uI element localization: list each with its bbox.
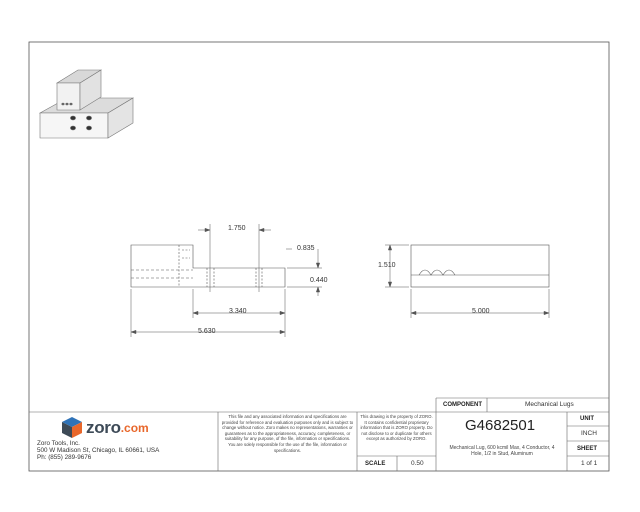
scale-label: SCALE [365,461,386,467]
dimension-1750: 1.750 [228,225,246,232]
dimension-5000: 5.000 [472,308,490,315]
disclaimer-text: This file and any associated information and specifications are provided for reference and evaluation purposes only and is subject to change without notice. Zoro makes no representations, warranties or guarantees as to the appropriateness, accuracy, completeness, or suitability for any purpose, of the file, information or specifications. You are solely responsible for the use of the file, information or specifications. [221,414,354,453]
dimension-1510: 1.510 [378,262,396,269]
part-number: G4682501 [465,417,536,434]
side-view-dimensions [385,245,549,318]
dimension-0835: 0.835 [297,245,315,252]
logo-suffix: .com [120,421,149,435]
component-label: COMPONENT [443,402,482,408]
dimension-3340: 3.340 [229,308,247,315]
zoro-logo[interactable] [86,418,149,438]
sheet-label: SHEET [577,446,598,452]
scale-value: 0.50 [411,460,424,467]
sheet-value: 1 of 1 [581,460,598,467]
unit-label: UNIT [580,416,594,422]
isometric-view [40,70,133,138]
side-view [411,245,549,287]
unit-value: INCH [581,430,597,437]
dimension-5630: 5.630 [198,328,216,335]
component-value: Mechanical Lugs [525,401,574,408]
company-info [37,440,159,462]
company-name: Zoro Tools, Inc. [37,440,80,447]
company-address: 500 W Madison St, Chicago, IL 60661, USA [37,447,160,455]
confidential-note: This drawing is the property of ZORO. It contains confidential proprietary information that is ZORO property. Do not disclose to or duplicate for others except as authorized by ZORO. [360,414,433,442]
part-description: Mechanical Lug, 600 kcmil Max, 4 Conductor, 4 Hole, 1/2 in Stud, Aluminum [449,445,555,458]
logo-word: zoro [86,418,121,437]
company-phone: Ph: (855) 289-9676 [37,454,92,462]
dimension-0440: 0.440 [310,277,328,284]
zoro-logo-cube-icon [62,417,82,438]
front-view [131,245,285,287]
front-view-dimensions [131,224,322,337]
